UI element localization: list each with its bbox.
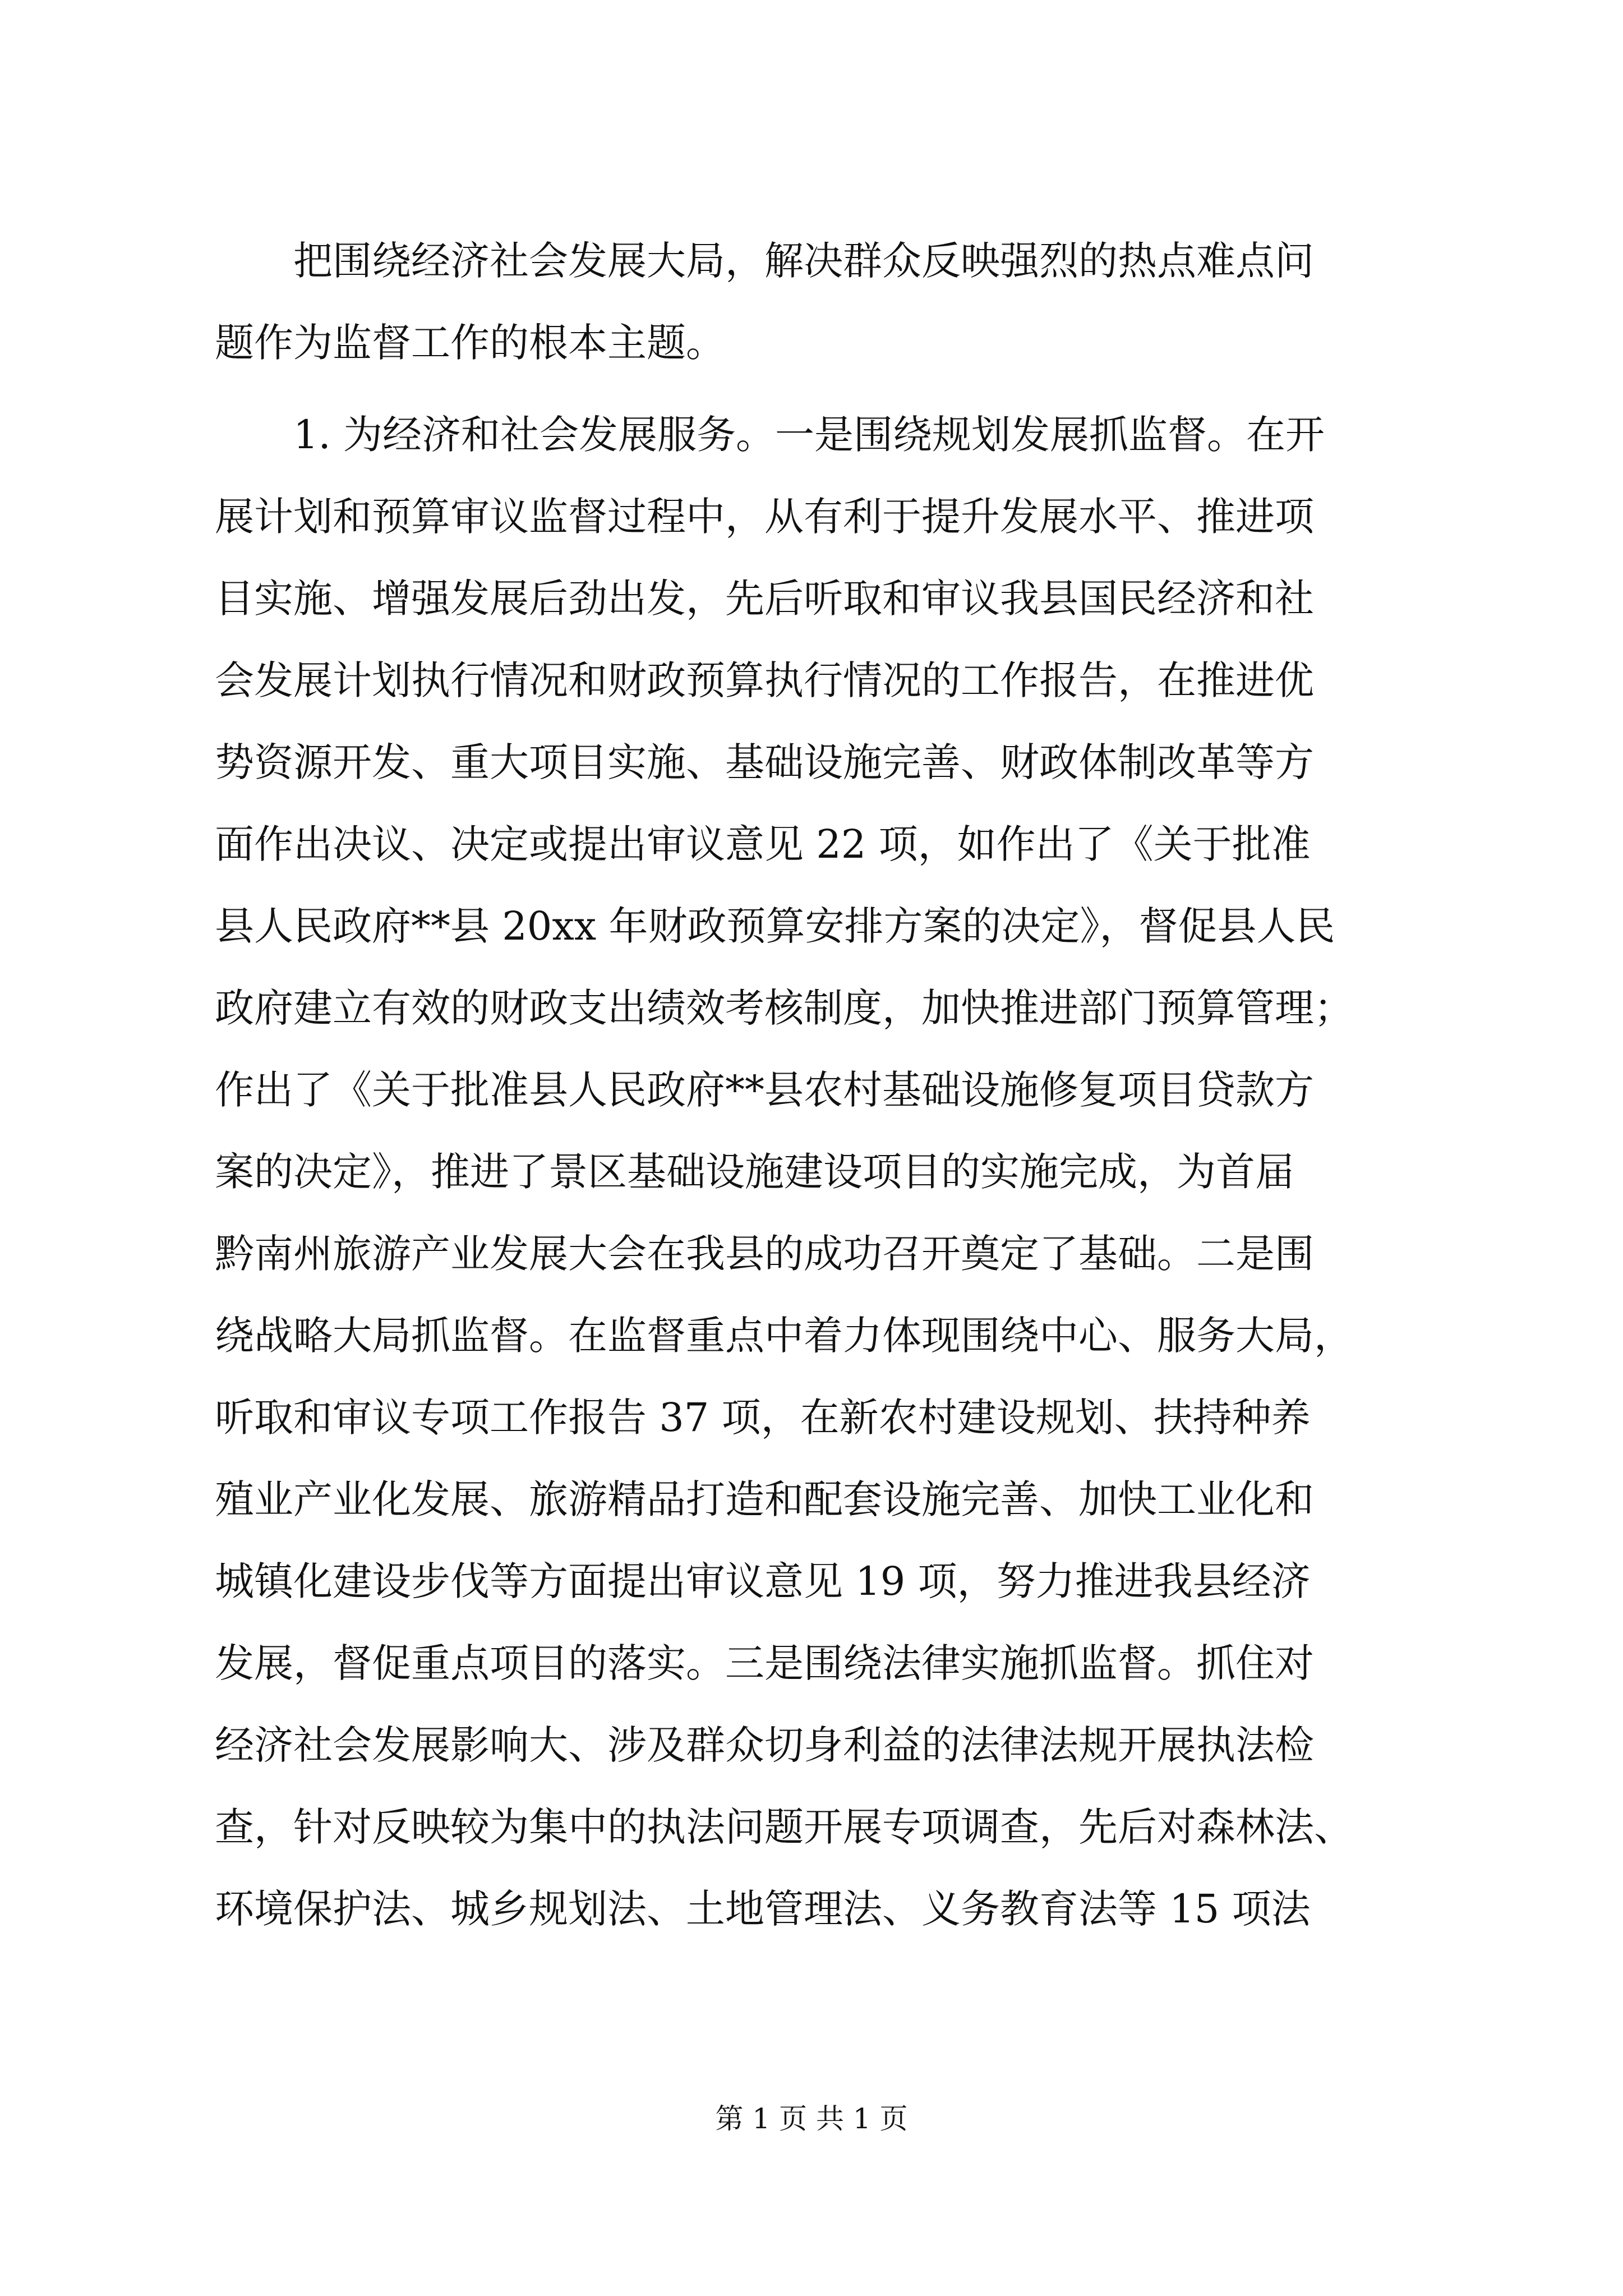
text-line: 经济社会发展影响大、涉及群众切身利益的法律法规开展执法检 — [215, 1722, 1314, 1768]
document-body — [215, 220, 1384, 1950]
text-line: 题作为监督工作的根本主题。 — [215, 320, 725, 366]
paragraph-1 — [215, 220, 1384, 384]
page-footer: 第 1 页 共 1 页 — [715, 2102, 908, 2135]
text-line: 势资源开发、重大项目实施、基础设施完善、财政体制改革等方 — [215, 739, 1314, 785]
text-line: 发展，督促重点项目的落实。三是围绕法律实施抓监督。抓住对 — [215, 1640, 1314, 1686]
text-line: 作出了《关于批准县人民政府**县农村基础设施修复项目贷款方 — [215, 1067, 1314, 1113]
paragraph-2 — [215, 394, 1384, 1950]
text-line: 案的决定》，推进了景区基础设施建设项目的实施完成，为首届 — [215, 1149, 1294, 1195]
text-line: 把围绕经济社会发展大局，解决群众反映强烈的热点难点问 — [293, 238, 1314, 284]
text-line: 政府建立有效的财政支出绩效考核制度，加快推进部门预算管理； — [215, 985, 1353, 1031]
text-line: 展计划和预算审议监督过程中，从有利于提升发展水平、推进项 — [215, 494, 1314, 540]
text-line: 面作出决议、决定或提出审议意见 22 项，如作出了《关于批准 — [215, 821, 1311, 867]
text-line: 县人民政府**县 20xx 年财政预算安排方案的决定》，督促县人民 — [215, 903, 1335, 949]
text-line: 城镇化建设步伐等方面提出审议意见 19 项，努力推进我县经济 — [215, 1558, 1311, 1604]
text-line: 绕战略大局抓监督。在监督重点中着力体现围绕中心、服务大局， — [215, 1313, 1353, 1359]
text-line: 听取和审议专项工作报告 37 项，在新农村建设规划、扶持种养 — [215, 1395, 1311, 1441]
text-line: 会发展计划执行情况和财政预算执行情况的工作报告，在推进优 — [215, 657, 1314, 703]
text-line: 1. 为经济和社会发展服务。一是围绕规划发展抓监督。在开 — [293, 412, 1325, 458]
text-line: 查，针对反映较为集中的执法问题开展专项调查，先后对森林法、 — [215, 1804, 1353, 1850]
text-line: 殖业产业化发展、旅游精品打造和配套设施完善、加快工业化和 — [215, 1476, 1314, 1522]
text-line: 环境保护法、城乡规划法、土地管理法、义务教育法等 15 项法 — [215, 1886, 1311, 1932]
text-line: 目实施、增强发展后劲出发，先后听取和审议我县国民经济和社 — [215, 576, 1314, 622]
text-line: 黔南州旅游产业发展大会在我县的成功召开奠定了基础。二是围 — [215, 1231, 1314, 1277]
